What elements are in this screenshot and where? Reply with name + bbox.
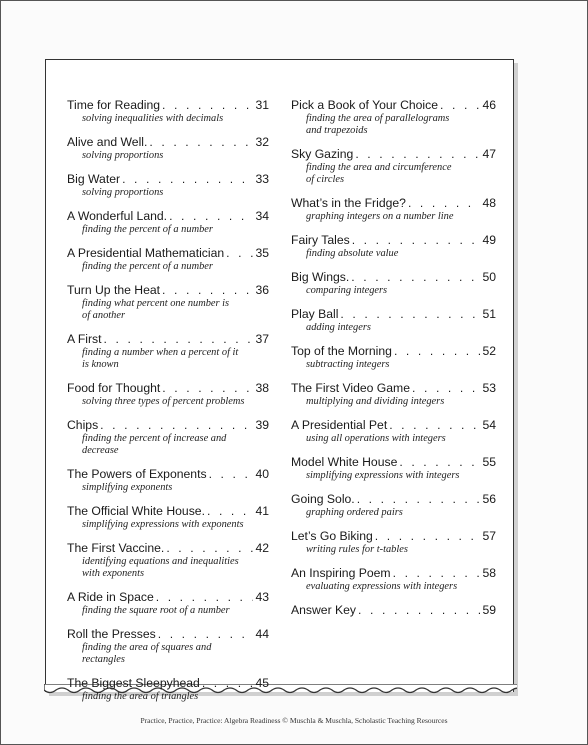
toc-title: Answer Key	[291, 603, 357, 617]
toc-title-line	[67, 332, 269, 347]
page-number: 38	[255, 381, 269, 395]
toc-title-line	[291, 233, 496, 248]
dot-leader	[205, 504, 253, 519]
toc-title-line	[291, 147, 496, 162]
dot-leader	[353, 147, 480, 162]
toc-subtitle: finding the area and circumference	[306, 162, 452, 173]
toc-subtitle: subtracting integers	[306, 359, 390, 370]
toc-subtitle: of circles	[306, 174, 344, 185]
toc-entry	[291, 529, 496, 556]
toc-title-line	[67, 627, 269, 642]
page-number: 40	[255, 467, 269, 481]
toc-title-line	[291, 418, 496, 433]
toc-title-line	[67, 590, 269, 605]
toc-title: A First	[67, 332, 102, 346]
toc-title: The Powers of Exponents	[67, 467, 207, 481]
toc-subtitle: with exponents	[82, 568, 145, 579]
toc-title: A Ride in Space	[67, 590, 154, 604]
toc-entry	[291, 566, 496, 593]
page-number: 56	[482, 492, 496, 506]
page-number: 41	[255, 504, 269, 518]
dot-leader	[356, 603, 480, 618]
page-footer: Practice, Practice, Practice: Algebra Readiness © Muschla & Muschla, Scholastic Teaching Resources	[140, 716, 448, 725]
page-number: 35	[255, 246, 269, 260]
toc-subtitle: comparing integers	[306, 285, 388, 296]
toc-entry	[291, 603, 496, 618]
dot-leader	[164, 541, 253, 556]
toc-entry	[291, 455, 496, 482]
toc-left-column	[67, 98, 269, 713]
toc-title: Pick a Book of Your Choice	[291, 98, 439, 112]
dot-leader	[387, 418, 480, 433]
toc-subtitle: solving proportions	[82, 150, 164, 161]
toc-entry	[291, 492, 496, 519]
toc-title-line	[67, 283, 269, 298]
page-number: 54	[482, 418, 496, 432]
toc-title: Let’s Go Biking	[291, 529, 373, 543]
dot-leader	[167, 209, 253, 224]
toc-entry	[291, 147, 496, 186]
toc-subtitle: of another	[82, 310, 126, 321]
page-number: 52	[482, 344, 496, 358]
toc-entry	[291, 381, 496, 408]
toc-subtitle: simplifying expressions with integers	[306, 470, 460, 481]
toc-title-line	[67, 381, 269, 396]
toc-entry	[67, 98, 269, 125]
dot-leader	[350, 233, 481, 248]
toc-title-line	[291, 98, 496, 113]
toc-title: Time for Reading	[67, 98, 161, 112]
dot-leader	[438, 98, 480, 113]
page-number: 33	[255, 172, 269, 186]
toc-subtitle: graphing integers on a number line	[306, 211, 454, 222]
toc-title-line	[291, 270, 496, 285]
page-number: 50	[482, 270, 496, 284]
toc-title: Alive and Well.	[67, 135, 148, 149]
page-number: 42	[255, 541, 269, 555]
toc-title-line	[67, 98, 269, 113]
toc-title-line	[291, 381, 496, 396]
page-number: 57	[482, 529, 496, 543]
dot-leader	[160, 98, 253, 113]
toc-subtitle: finding the percent of a number	[82, 224, 213, 235]
toc-title-line	[67, 135, 269, 150]
toc-subtitle: using all operations with integers	[306, 433, 446, 444]
page-number: 51	[482, 307, 496, 321]
toc-entry	[67, 332, 269, 371]
page-number: 36	[255, 283, 269, 297]
toc-subtitle: solving inequalities with decimals	[82, 113, 224, 124]
toc-title: Food for Thought	[67, 381, 161, 395]
toc-title-line	[291, 603, 496, 618]
dot-leader	[391, 566, 481, 581]
toc-title-line	[291, 455, 496, 470]
toc-title: Play Ball	[291, 307, 339, 321]
toc-subtitle: finding a number when a percent of it	[82, 347, 239, 358]
toc-subtitle: finding what percent one number is	[82, 298, 230, 309]
toc-entry	[67, 283, 269, 322]
toc-title: The Official White House.	[67, 504, 205, 518]
dot-leader	[160, 283, 253, 298]
toc-subtitle: finding the area of parallelograms	[306, 113, 450, 124]
dot-leader	[160, 381, 253, 396]
toc-title: Big Water	[67, 172, 121, 186]
dot-leader	[224, 246, 253, 261]
toc-title-line	[67, 467, 269, 482]
toc-subtitle: writing rules for t-tables	[306, 544, 408, 555]
toc-title-line	[291, 344, 496, 359]
toc-right-column	[291, 98, 496, 628]
toc-subtitle: finding the area of squares and	[82, 642, 212, 653]
toc-title: Roll the Presses	[67, 627, 156, 641]
toc-title: Going Solo.	[291, 492, 355, 506]
toc-entry	[67, 467, 269, 494]
toc-subtitle: decrease	[82, 445, 119, 456]
toc-subtitle: graphing ordered pairs	[306, 507, 403, 518]
toc-title-line	[291, 529, 496, 544]
toc-title: Model White House	[291, 455, 398, 469]
toc-title-line	[67, 418, 269, 433]
toc-title: Big Wings.	[291, 270, 350, 284]
toc-subtitle: simplifying exponents	[82, 482, 173, 493]
toc-title-line	[67, 676, 269, 691]
toc-entry	[67, 504, 269, 531]
toc-title: Sky Gazing	[291, 147, 354, 161]
toc-entry	[291, 344, 496, 371]
toc-title-line	[291, 492, 496, 507]
toc-title: The Biggest Sleepyhead	[67, 676, 200, 690]
page-number: 49	[482, 233, 496, 247]
toc-title-line	[67, 246, 269, 261]
page-number: 45	[255, 676, 269, 690]
dot-leader	[120, 172, 253, 187]
dot-leader	[397, 455, 480, 470]
page-number: 31	[255, 98, 269, 112]
page-number: 48	[482, 196, 496, 210]
toc-title: Top of the Morning	[291, 344, 392, 358]
toc-entry	[291, 307, 496, 334]
toc-entry	[67, 246, 269, 273]
page-number: 44	[255, 627, 269, 641]
toc-title: Fairy Tales	[291, 233, 350, 247]
dot-leader	[154, 590, 254, 605]
page-number: 32	[255, 135, 269, 149]
dot-leader	[207, 467, 254, 482]
toc-entry	[291, 418, 496, 445]
page-number: 37	[255, 332, 269, 346]
toc-subtitle: solving proportions	[82, 187, 164, 198]
toc-title: An Inspiring Poem	[291, 566, 391, 580]
page-number: 47	[482, 147, 496, 161]
toc-subtitle: finding the area of triangles	[82, 691, 199, 702]
dot-leader	[338, 307, 480, 322]
toc-title: The First Video Game	[291, 381, 410, 395]
toc-title-line	[67, 541, 269, 556]
toc-entry	[291, 98, 496, 137]
toc-entry	[67, 541, 269, 580]
toc-title: A Wonderful Land.	[67, 209, 168, 223]
toc-subtitle: solving three types of percent problems	[82, 396, 245, 407]
page-number: 46	[482, 98, 496, 112]
toc-subtitle: finding absolute value	[306, 248, 399, 259]
toc-subtitle: finding the percent of a number	[82, 261, 213, 272]
dot-leader	[102, 332, 254, 347]
toc-title: Turn Up the Heat	[67, 283, 161, 297]
toc-entry	[67, 172, 269, 199]
dot-leader	[355, 492, 481, 507]
toc-title: A Presidential Pet	[291, 418, 388, 432]
toc-subtitle: finding the percent of increase and	[82, 433, 227, 444]
toc-subtitle: identifying equations and inequalities	[82, 556, 239, 567]
toc-entry	[67, 135, 269, 162]
toc-entry	[291, 233, 496, 260]
toc-entry	[67, 381, 269, 408]
page-number: 43	[255, 590, 269, 604]
toc-title: A Presidential Mathematician	[67, 246, 225, 260]
toc-title-line	[291, 196, 496, 211]
toc-entry	[291, 270, 496, 297]
dot-leader	[147, 135, 253, 150]
toc-entry	[67, 627, 269, 666]
page-number: 53	[482, 381, 496, 395]
toc-title: What’s in the Fridge?	[291, 196, 406, 210]
toc-subtitle: evaluating expressions with integers	[306, 581, 458, 592]
dot-leader	[410, 381, 480, 396]
toc-subtitle: is known	[82, 359, 119, 370]
page-number: 39	[255, 418, 269, 432]
toc-title-line	[67, 172, 269, 187]
dot-leader	[349, 270, 480, 285]
toc-subtitle: simplifying expressions with exponents	[82, 519, 244, 530]
page-number: 34	[255, 209, 269, 223]
toc-subtitle: finding the square root of a number	[82, 605, 230, 616]
dot-leader	[200, 676, 254, 691]
toc-title-line	[291, 566, 496, 581]
toc-title: The First Vaccine.	[67, 541, 165, 555]
toc-subtitle: rectangles	[82, 654, 125, 665]
toc-subtitle: and trapezoids	[306, 125, 368, 136]
page-number: 58	[482, 566, 496, 580]
toc-entry	[67, 590, 269, 617]
toc-entry	[67, 676, 269, 703]
toc-entry	[67, 209, 269, 236]
page-number: 55	[482, 455, 496, 469]
dot-leader	[98, 418, 253, 433]
dot-leader	[373, 529, 481, 544]
toc-subtitle: multiplying and dividing integers	[306, 396, 445, 407]
page-number: 59	[482, 603, 496, 617]
dot-leader	[156, 627, 254, 642]
dot-leader	[392, 344, 480, 359]
toc-entry	[67, 418, 269, 457]
dot-leader	[406, 196, 481, 211]
toc-title-line	[291, 307, 496, 322]
toc-entry	[291, 196, 496, 223]
toc-subtitle: adding integers	[306, 322, 371, 333]
toc-title-line	[67, 504, 269, 519]
toc-title-line	[67, 209, 269, 224]
toc-title: Chips	[67, 418, 99, 432]
